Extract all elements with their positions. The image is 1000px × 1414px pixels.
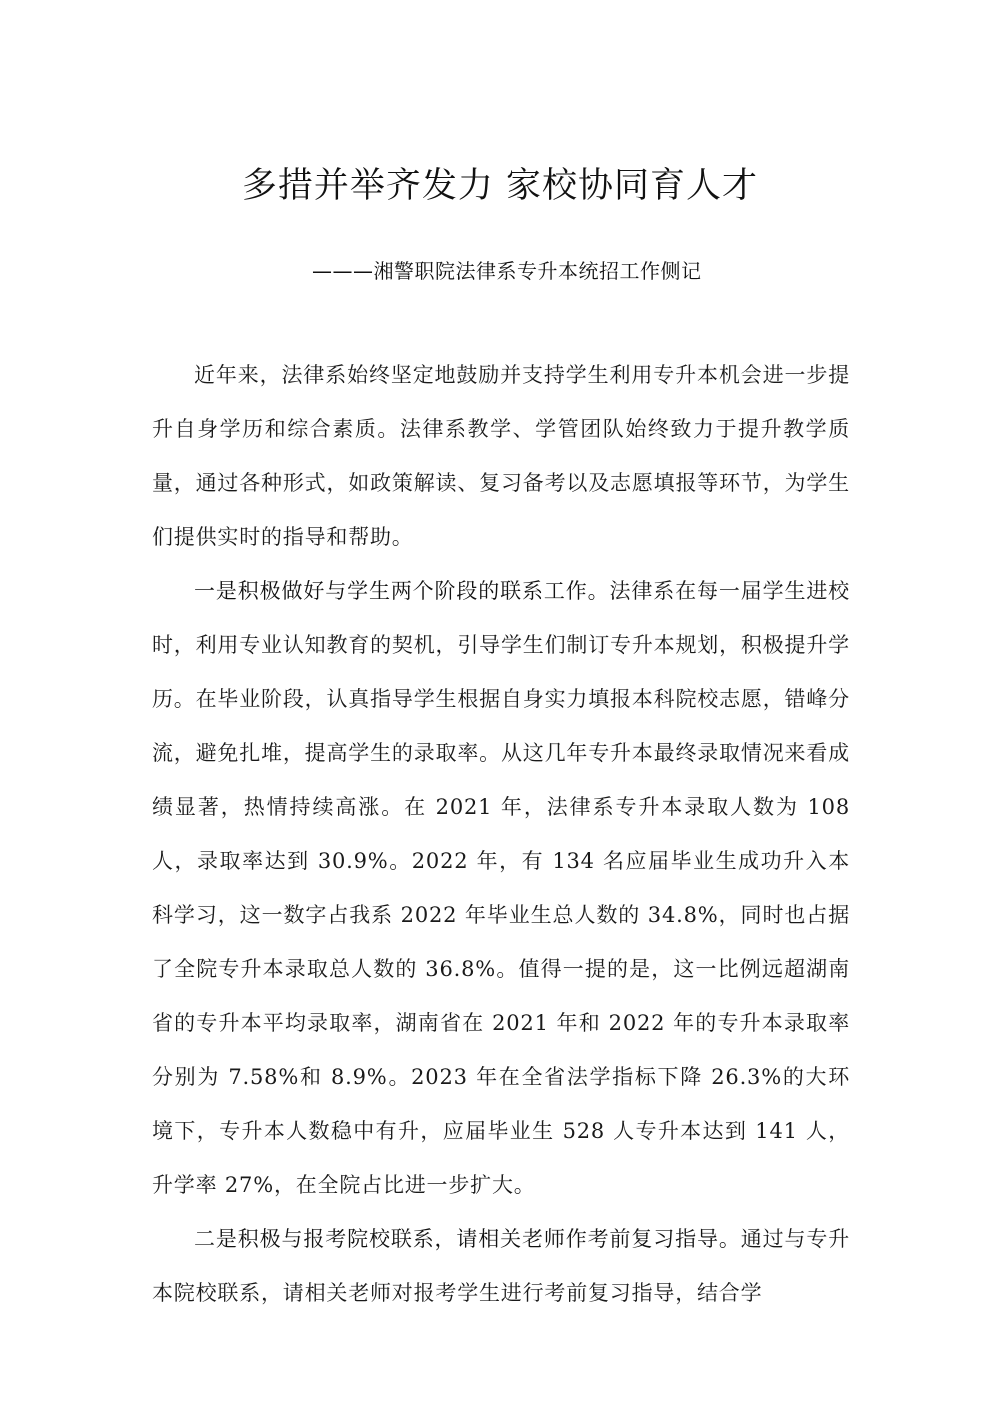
paragraph-lead: 二是积极与报考院校联系，请相关老师作考前复习指导。 [194, 1227, 741, 1251]
paragraph-intro [152, 348, 850, 564]
document-title: 多措并举齐发力 家校协同育人才 [241, 166, 759, 206]
paragraph-lead: 一是积极做好与学生两个阶段的联系工作。 [194, 579, 610, 603]
document-body [152, 348, 850, 1320]
paragraph-text: 近年来，法律系始终坚定地鼓励并支持学生利用专升本机会进一步提升自身学历和综合素质。法律系教学、学管团队始终致力于提升教学质量，通过各种形式，如政策解读、复习备考以及志愿填报等环节，为学生们提供实时的指导和帮助。 [152, 363, 850, 549]
paragraph-text: 法律系在每一届学生进校时，利用专业认知教育的契机，引导学生们制订专升本规划，积极提升学历。在毕业阶段，认真指导学生根据自身实力填报本科院校志愿，错峰分流，避免扎堆，提高学生的录取率。从这几年专升本最终录取情况来看成绩显著，热情持续高涨。在 2021 年，法律系专升本录取人数为 108 人，录取率达到 30.9%。2022 年，有 134 名应届毕业生成功升入本科学习，这一数字占我系 2022 年毕业生总人数的 34.8%，同时也占据了全院专升本录取总人数的 36.8%。值得一提的是，这一比例远超湖南省的专升本平均录取率，湖南省在 2021 年和 2022 年的专升本录取率分别为 7.58%和 8.9%。2023 年在全省法学指标下降 26.3%的大环境下，专升本人数稳中有升，应届毕业生 528 人专升本达到 141 人，升学率 27%，在全院占比进一步扩大。 [152, 579, 850, 1197]
paragraph-point-two [152, 1212, 850, 1320]
paragraph-text: 通过与专升本院校联系，请相关老师对报考学生进行考前复习指导，结合学 [152, 1227, 851, 1305]
paragraph-point-one [152, 564, 850, 1212]
document-subtitle: ———湘警职院法律系专升本统招工作侧记 [312, 259, 702, 283]
